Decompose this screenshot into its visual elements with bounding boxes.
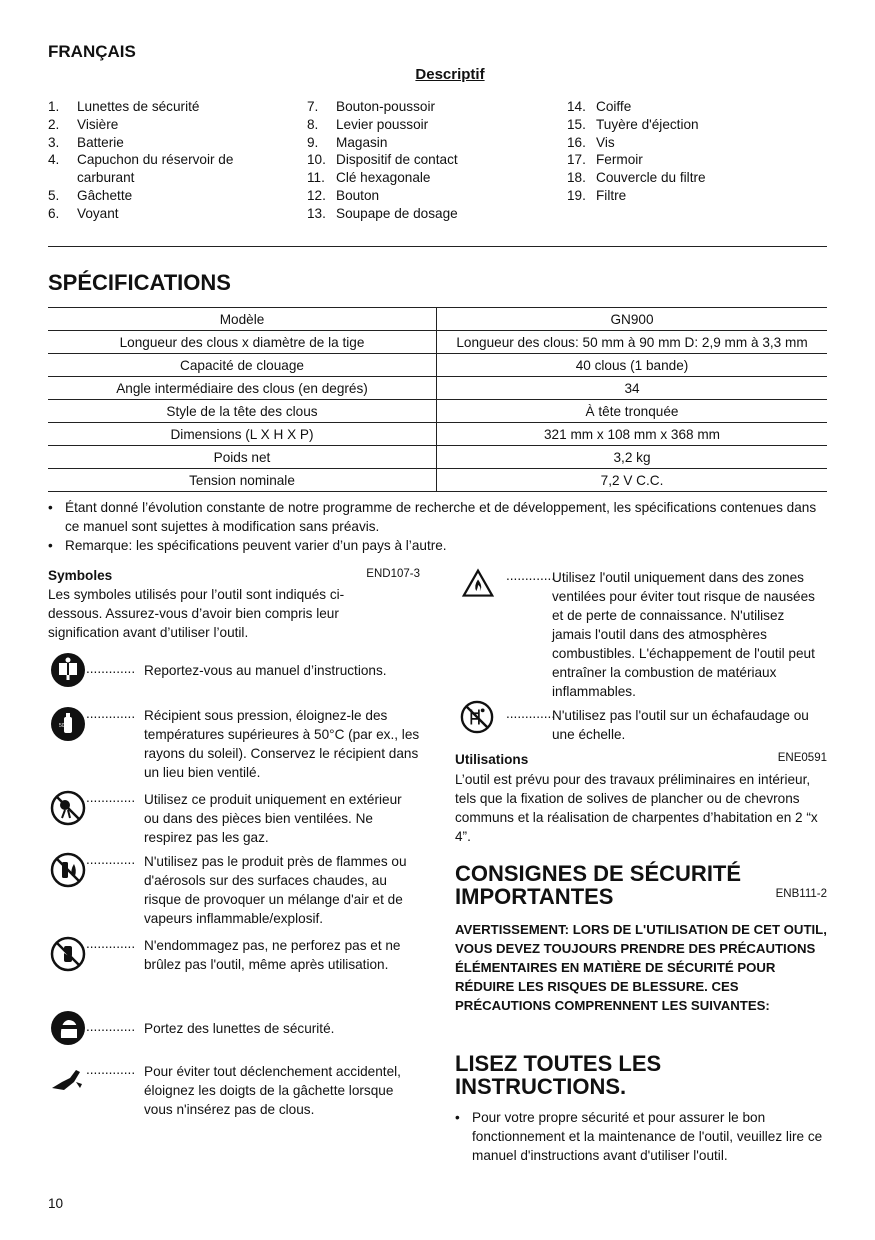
list-item: 4. Capuchon du réservoir de carburant [48,152,234,186]
descriptif-column-1 [48,98,278,223]
consignes-heading: CONSIGNES DE SÉCURITÉ IMPORTANTES ENB111-2 [455,861,827,909]
no-puncture-icon [50,936,86,972]
table-row: Style de la tête des clous À tête tronquée [48,400,827,423]
symbol-row: ............. N'utilisez pas l'outil sur un échafaudage ou une échelle. [460,700,830,744]
list-item: 13. Soupape de dosage [307,205,458,221]
specifications-notes [48,498,828,555]
symbol-row: ............. Portez des lunettes de sécurité. [50,1010,420,1046]
table-row: Dimensions (L X H X P) 321 mm x 108 mm x 368 mm [48,423,827,446]
utilisations-code: ENE0591 [777,752,827,764]
consignes-warning: AVERTISSEMENT: LORS DE L'UTILISATION DE CET OUTIL, VOUS DEVEZ TOUJOURS PRENDRE DES PRÉCAUTIONS ÉLÉMENTAIRES EN MATIÈRE DE SÉCURITÉ POUR RÉDUIRE LES RISQUES DE BLESSURE. CES PRÉCAUTIONS COMPRENNENT LES SUIVANTES: [455,922,827,1013]
list-item: • Remarque: les spécifications peuvent varier d’un pays à l’autre. [48,536,828,555]
list-item: 16. Vis [567,134,615,150]
list-item: 7. Bouton-poussoir [307,99,435,114]
specifications-heading: SPÉCIFICATIONS [48,270,231,295]
descriptif-title: Descriptif [415,66,485,83]
list-item: 9. Magasin [307,134,388,150]
list-item: • Étant donné l’évolution constante de notre programme de recherche et de développement, les spécifications contenues dans ce manuel sont sujettes à modification sans préavis. [48,498,828,536]
no-scaffold-icon [460,700,494,734]
table-row: Angle intermédiaire des clous (en degrés) 34 [48,377,827,400]
list-item: • Pour votre propre sécurité et pour assurer le bon fonctionnement et la maintenance de l'outil, veuillez lire ce manuel d'instructions avant d'utiliser l'outil. [455,1108,827,1165]
symbols-code: END107-3 [366,568,420,580]
descriptif-column-3 [567,98,807,205]
list-item: 14. Coiffe [567,99,632,114]
pressure-container-icon [50,706,86,742]
symbol-row: ............. Utilisez ce produit uniquement en extérieur ou dans des pièces bien ventilées. Ne respirez pas les gaz. [50,790,420,847]
symbol-row: ............. Pour éviter tout déclenchement accidentel, éloignez les doigts de la gâchette lorsque vous n'insérez pas de clous. [50,1062,420,1119]
no-flame-icon [50,852,86,888]
lisez-heading: LISEZ TOUTES LES INSTRUCTIONS. [455,1051,662,1099]
symbols-intro: Les symboles utilisés pour l’outil sont indiqués ci-dessous. Assurez-vous d’avoir bien compris leur signification avant d’utiliser l’outil. [48,587,345,640]
list-item: 11. Clé hexagonale [307,170,431,186]
svg-text:50°: 50° [59,723,67,729]
table-row: Capacité de clouage 40 clous (1 bande) [48,354,827,377]
list-item: 8. Levier poussoir [307,116,429,132]
no-breathing-icon [50,790,86,826]
list-item: 18. Couvercle du filtre [567,170,706,186]
table-row: Poids net 3,2 kg [48,446,827,469]
list-item: 19. Filtre [567,187,627,203]
symbol-row: ............. Reportez-vous au manuel d’instructions. [50,652,420,688]
utilisations-text: L’outil est prévu pour des travaux préliminaires en intérieur, tels que la fixation de solives de plancher ou de chevrons communs et la réalisation de charpentes d’habitation en 2 “x 4”. [455,772,818,844]
symbol-row: ............. Utilisez l'outil uniquement dans des zones ventilées pour éviter tout risque de nausées et de perte de connaissance. N'utilisez jamais l'outil dans des atmosphères combustibles. L'échappement de l'outil peut entraîner la combustion de matériaux inflammables. [460,568,830,701]
list-item: 6. Voyant [48,205,119,221]
safety-glasses-icon [50,1010,86,1046]
list-item: 5. Gâchette [48,187,133,203]
symbols-title: Symboles [48,568,113,583]
language-heading: FRANÇAIS [48,42,136,61]
consignes-code: ENB111-2 [775,888,827,900]
manual-icon [50,652,86,688]
descriptif-column-2 [307,98,547,223]
specifications-table [48,307,827,492]
table-row: Longueur des clous x diamètre de la tige Longueur des clous: 50 mm à 90 mm D: 2,9 mm à 3,3 mm [48,331,827,354]
list-item: 2. Visière [48,116,119,132]
list-item: 15. Tuyère d'éjection [567,116,699,132]
utilisations-title: Utilisations [455,752,529,767]
symbol-row: ............. N'utilisez pas le produit près de flammes ou d'aérosols sur des surfaces chaudes, au risque de provoquer un mélange d'air et de vapeurs inflammable/explosif. [50,852,420,928]
symbol-row: 50° ............. Récipient sous pression, éloignez-le des températures supérieures à 50°C (par ex., les rayons du soleil). Conservez le récipient dans un lieu bien ventilé. [50,706,420,782]
page-number: 10 [48,1196,64,1211]
table-row: Modèle GN900 [48,308,827,331]
list-item: 3. Batterie [48,134,124,150]
list-item: 1. Lunettes de sécurité [48,99,200,114]
utilisations-header [455,752,827,767]
finger-trigger-icon [50,1062,86,1098]
symbol-row: ............. N'endommagez pas, ne perforez pas et ne brûlez pas l'outil, même après utilisation. [50,936,420,974]
table-row: Tension nominale 7,2 V C.C. [48,469,827,492]
section-divider [48,246,827,247]
list-item: 17. Fermoir [567,152,643,168]
list-item: 10. Dispositif de contact [307,152,458,168]
list-item: 12. Bouton [307,187,380,203]
lisez-list [455,1108,827,1165]
symbols-header [48,568,420,583]
flammable-warning-icon [460,568,496,600]
